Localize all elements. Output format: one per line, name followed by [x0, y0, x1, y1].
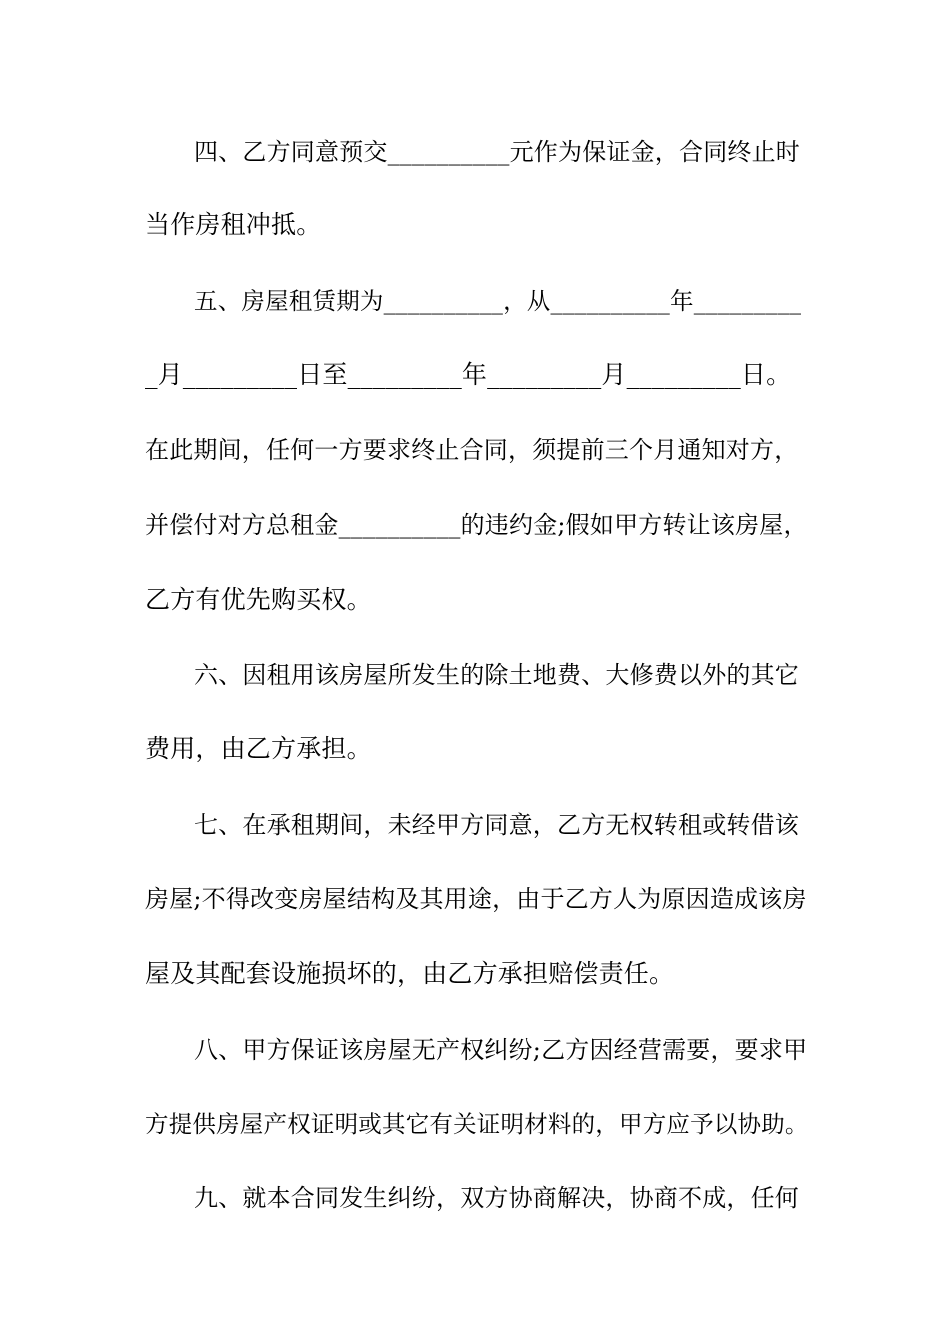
- clause-5-line-3: 在此期间，任何一方要求终止合同，须提前三个月通知对方，: [145, 436, 799, 464]
- clause-5-line-5: 乙方有优先购买权。: [145, 585, 372, 614]
- clause-6-line-2: 费用，由乙方承担。: [145, 734, 372, 763]
- clause-7-line-2: 房屋;不得改变房屋结构及其用途，由于乙方人为原因造成该房: [145, 885, 807, 913]
- clause-7-line-1: 七、在承租期间，未经甲方同意，乙方无权转租或转借该: [194, 811, 799, 839]
- clause-8-line-1: 八、甲方保证该房屋无产权纠纷;乙方因经营需要，要求甲: [194, 1036, 808, 1064]
- clause-8-line-2: 方提供房屋产权证明或其它有关证明材料的，甲方应予以协助。: [145, 1110, 809, 1138]
- clause-5-line-1: 五、房屋租赁期为__________，从__________年_________: [194, 287, 802, 315]
- clause-7-line-3: 屋及其配套设施损坏的，由乙方承担赔偿责任。: [145, 959, 675, 988]
- clause-5-line-4: 并偿付对方总租金__________的违约金;假如甲方转让该房屋，: [145, 511, 808, 539]
- clause-4-line-1: 四、乙方同意预交__________元作为保证金，合同终止时: [194, 138, 800, 166]
- clause-6-line-1: 六、因租用该房屋所发生的除土地费、大修费以外的其它: [194, 661, 799, 689]
- clause-9-line-1: 九、就本合同发生纠纷，双方协商解决，协商不成，任何: [194, 1184, 799, 1212]
- clause-5-line-2: _月_________日至_________年_________月_________日。: [145, 360, 792, 389]
- clause-4-line-2: 当作房租冲抵。: [145, 210, 322, 239]
